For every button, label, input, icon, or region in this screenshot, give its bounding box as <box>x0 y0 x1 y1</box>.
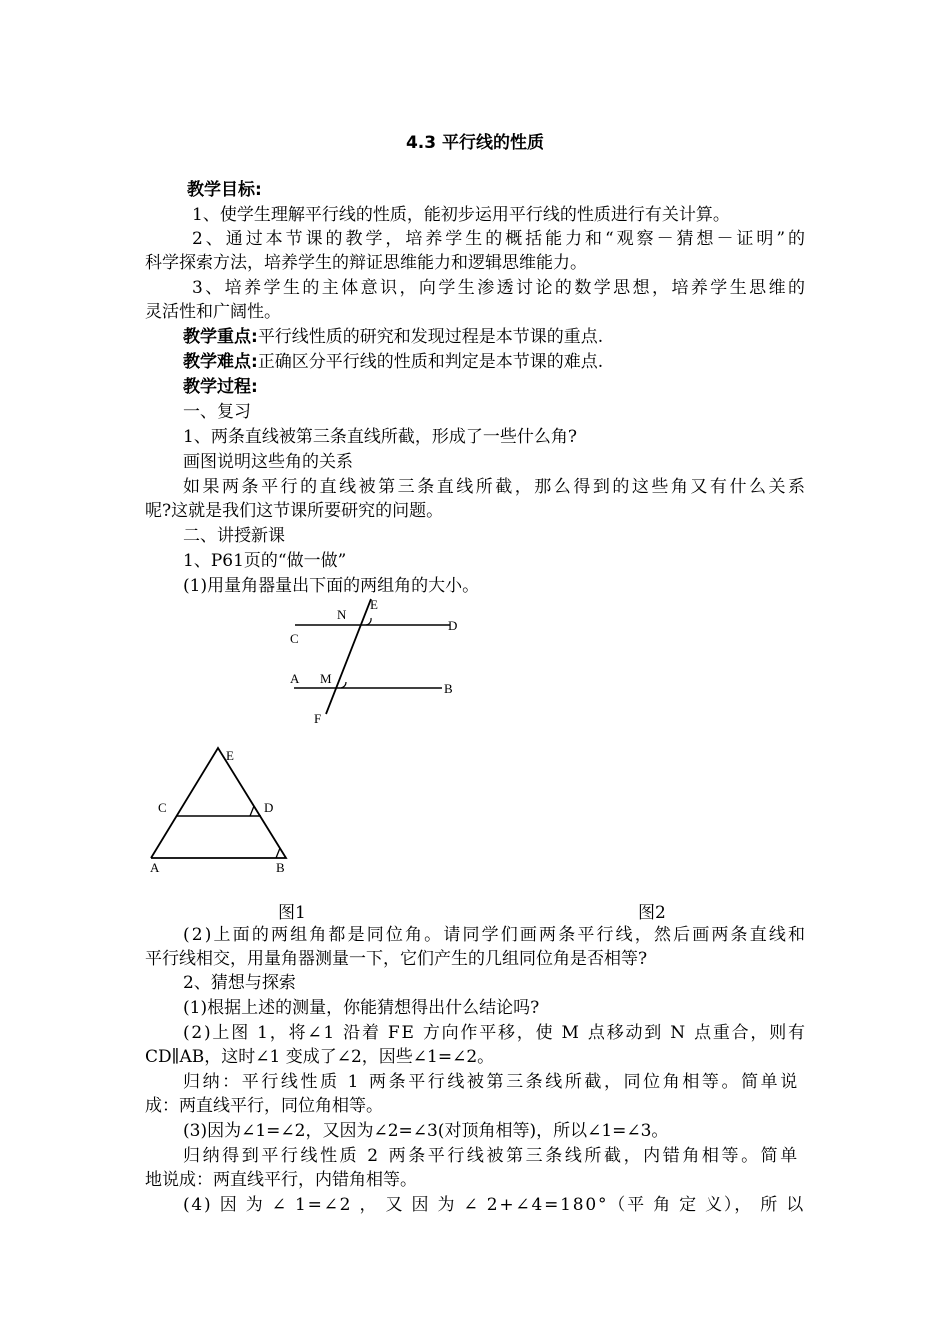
label-f: F <box>314 711 322 726</box>
figure-1-caption: 图1 <box>278 903 306 923</box>
label-a: A <box>150 860 160 875</box>
angle-d-mark <box>250 806 254 816</box>
label-e: E <box>226 748 234 763</box>
induction-2-line-1: 归纳得到平行线性质 2 两条平行线被第三条线所截，内错角相等。简单 <box>183 1146 800 1166</box>
guess-2-line-1: (2)上图 1，将∠1 沿着 FE 方向作平移，使 M 点移动到 N 点重合，则有 <box>183 1023 807 1043</box>
induction-1-line-1: 归纳：平行线性质 1 两条平行线被第三条线所截，同位角相等。简单说 <box>183 1072 800 1092</box>
induction-1-line-2: 成：两直线平行，同位角相等。 <box>145 1096 383 1116</box>
label-d: D <box>448 618 458 633</box>
difficulty-label: 教学难点: <box>183 352 258 372</box>
label-m: M <box>320 671 332 686</box>
process-heading: 教学过程: <box>183 377 258 397</box>
guess-3: (3)因为∠1=∠2，又因为∠2=∠3(对顶角相等)，所以∠1=∠3。 <box>183 1121 669 1141</box>
para-2-line-1: (2)上面的两组角都是同位角。请同学们画两条平行线，然后画两条直线和 <box>183 925 808 945</box>
section-new-lesson: 二、讲授新课 <box>183 526 285 546</box>
review-question-1: 1、两条直线被第三条直线所截，形成了一些什么角? <box>183 427 577 447</box>
label-a: A <box>290 671 300 686</box>
objective-1: 1、使学生理解平行线的性质，能初步运用平行线的性质进行有关计算。 <box>192 205 730 225</box>
activity-p61: 1、P61页的“做一做” <box>183 551 347 571</box>
angle-2-arc <box>366 618 371 625</box>
angle-1-arc <box>341 682 346 688</box>
objective-2-line-1: 2、通过本节课的教学，培养学生的概括能力和“观察－猜想－证明”的 <box>192 229 808 249</box>
review-question-2-line-1: 如果两条平行的直线被第三条直线所截，那么得到的这些角又有什么关系 <box>183 477 808 497</box>
difficulty-text: 正确区分平行线的性质和判定是本节课的难点. <box>257 352 604 372</box>
label-e: E <box>370 597 378 612</box>
page-title: 4.3 平行线的性质 <box>405 133 545 153</box>
label-c: C <box>158 800 167 815</box>
objectives-heading: 教学目标: <box>187 180 262 200</box>
angle-b-mark <box>276 848 280 858</box>
guess-2-line-2: CD∥AB，这时∠1 变成了∠2，因些∠1=∠2。 <box>145 1047 495 1067</box>
figure-1-diagram <box>280 596 470 726</box>
activity-measure: (1)用量角器量出下面的两组角的大小。 <box>183 576 480 596</box>
key-point <box>183 325 843 349</box>
induction-2-line-2: 地说成：两直线平行，内错角相等。 <box>145 1170 417 1190</box>
objective-3-line-1: 3、培养学生的主体意识，向学生渗透讨论的数学思想，培养学生思维的 <box>192 278 808 298</box>
objective-3-line-2: 灵活性和广阔性。 <box>145 302 281 322</box>
difficulty <box>183 350 843 374</box>
label-c: C <box>290 631 299 646</box>
section-review: 一、复习 <box>183 402 251 422</box>
transversal-ef <box>326 599 371 714</box>
review-question-1-sub: 画图说明这些角的关系 <box>183 452 353 472</box>
guess-1: (1)根据上述的测量，你能猜想得出什么结论吗? <box>183 998 540 1018</box>
figure-2 <box>140 742 300 878</box>
figure-1 <box>280 596 470 726</box>
label-d: D <box>264 800 274 815</box>
figure-2-diagram <box>140 742 300 878</box>
para-2-line-2: 平行线相交，用量角器测量一下，它们产生的几组同位角是否相等? <box>145 949 648 969</box>
key-point-text: 平行线性质的研究和发现过程是本节课的重点. <box>257 327 604 347</box>
guess-4: (4) 因 为 ∠ 1=∠2 ， 又 因 为 ∠ 2+∠4=180°（平 角 定 义）， 所 以 <box>183 1195 806 1215</box>
label-b: B <box>276 860 285 875</box>
review-question-2-line-2: 呢?这就是我们这节课所要研究的问题。 <box>145 501 444 521</box>
section-guess: 2、猜想与探索 <box>183 973 296 993</box>
label-b: B <box>444 681 453 696</box>
objective-2-line-2: 科学探索方法，培养学生的辩证思维能力和逻辑思维能力。 <box>145 253 587 273</box>
key-point-label: 教学重点: <box>183 327 258 347</box>
label-n: N <box>337 607 347 622</box>
figure-2-caption: 图2 <box>638 903 666 923</box>
